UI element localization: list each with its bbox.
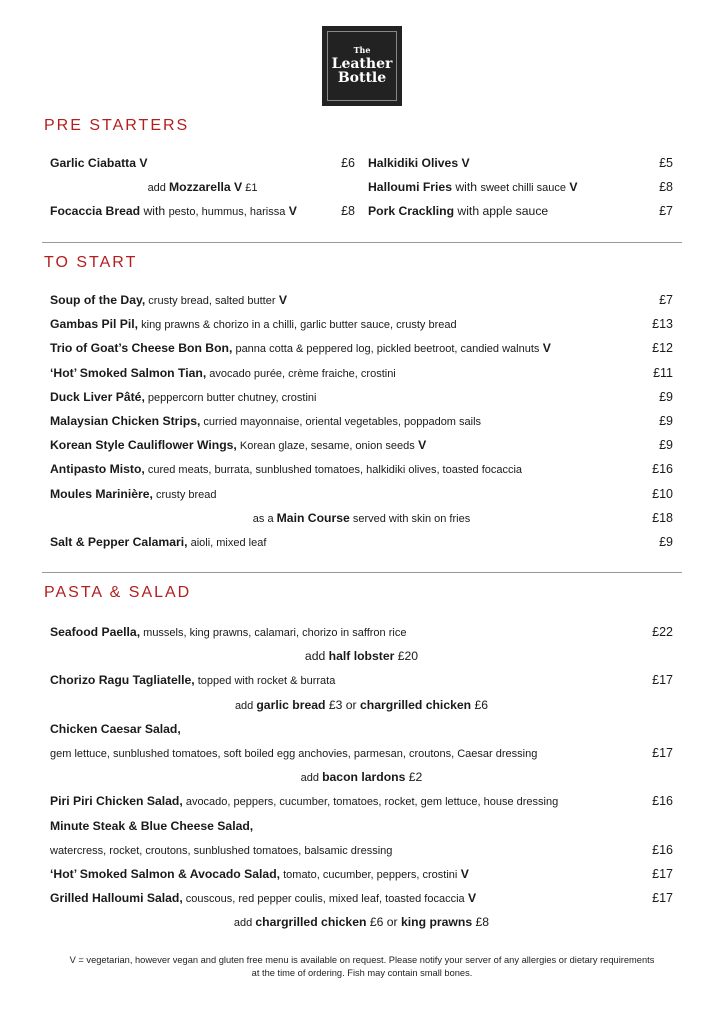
menu-item-text [50, 506, 673, 531]
menu-item-text [50, 765, 673, 790]
menu-item-name: chargrilled chicken [360, 697, 472, 712]
menu-item-name: V [414, 438, 427, 453]
menu-item-row [368, 175, 673, 199]
menu-item-description: £8 [472, 915, 490, 930]
menu-item-name: Grilled Halloumi Salad, [50, 891, 183, 906]
menu-item-name: ‘Hot’ Smoked Salmon Tian, [50, 365, 207, 380]
menu-item-name: Korean Style Cauliflower Wings, [50, 438, 237, 453]
menu-item-description: avocado, peppers, cucumber, tomatoes, rocket, gem lettuce, house dressing [182, 796, 559, 809]
menu-addon-row [50, 506, 673, 530]
menu-item-price: £5 [659, 156, 673, 170]
menu-item-row [50, 886, 673, 910]
menu-item-description: crusty bread [152, 488, 217, 501]
menu-item-name: Malaysian Chicken Strips, [50, 413, 201, 428]
menu-item-name: V [285, 204, 297, 219]
footnote-line1: V = vegetarian, however vegan and gluten free menu is available on request. Please notify your server of any allergies or dietary requirements [69, 955, 655, 965]
menu-item-text [50, 457, 673, 482]
menu-item-name: Chorizo Ragu Tagliatelle, [50, 673, 195, 688]
menu-item-price: £18 [652, 510, 673, 525]
menu-addon-row [50, 765, 673, 789]
menu-item-name: bacon lardons [322, 770, 406, 785]
menu-item-name: V [457, 866, 469, 881]
menu-item-description: served with skin on fries [349, 512, 471, 525]
menu-item-text [368, 175, 673, 200]
menu-item-description: cured meats, burrata, sunblushed tomatoes, halkidiki olives, toasted focaccia [144, 464, 523, 477]
menu-item-name: Minute Steak & Blue Cheese Salad, [50, 818, 254, 833]
menu-item-name: Halloumi Fries [368, 180, 452, 195]
menu-item-price: £17 [652, 673, 673, 688]
menu-item-price: £8 [341, 204, 355, 219]
logo-line1: Leather [331, 55, 393, 72]
menu-item-price: £9 [659, 413, 673, 428]
menu-item-price: £9 [659, 534, 673, 549]
menu-item-text [50, 361, 673, 386]
menu-item-price: £9 [659, 389, 673, 404]
menu-item-price: £17 [652, 891, 673, 906]
section-heading-pre-starters: PRE STARTERS [44, 117, 190, 134]
divider [42, 572, 682, 573]
menu-item-description: add [304, 649, 329, 664]
menu-item-description: sweet chilli sauce [480, 182, 567, 195]
menu-addon-row [50, 175, 355, 199]
menu-item-text [50, 199, 355, 224]
menu-item-row [50, 433, 673, 457]
menu-item-text [50, 409, 673, 434]
menu-item-row [50, 312, 673, 336]
menu-addon-row [50, 644, 673, 668]
to-start-list [50, 288, 673, 554]
menu-item-description: with [140, 204, 169, 219]
menu-item-description: watercress, rocket, croutons, sunblushed tomatoes, balsamic dressing [50, 844, 393, 857]
menu-addon-row [50, 693, 673, 717]
menu-item-description: £2 [405, 770, 423, 785]
menu-item-text [50, 717, 673, 741]
menu-item-text [368, 199, 673, 223]
logo-line2: Bottle [337, 70, 387, 87]
menu-item-row [50, 814, 673, 838]
menu-item-text [50, 433, 673, 458]
menu-item-price: £9 [659, 438, 673, 453]
menu-item-text [50, 693, 673, 718]
menu-item-row [50, 151, 355, 175]
menu-item-name: ‘Hot’ Smoked Salmon & Avocado Salad, [50, 866, 281, 881]
menu-item-row [50, 789, 673, 813]
menu-item-description: £6 or [366, 915, 401, 930]
menu-item-name: Salt & Pepper Calamari, [50, 534, 188, 549]
menu-item-text [50, 838, 673, 863]
menu-item-text [50, 741, 673, 766]
menu-item-row [50, 620, 673, 644]
menu-item-description: panna cotta & peppered log, pickled beetroot, candied walnuts [232, 343, 540, 356]
menu-item-price: £8 [659, 180, 673, 195]
menu-item-price: £7 [659, 204, 673, 219]
menu-item-row [50, 385, 673, 409]
pasta-salad-list [50, 620, 673, 934]
menu-item-price: £10 [652, 486, 673, 501]
menu-item-text [50, 482, 673, 507]
section-heading-pasta-salad: PASTA & SALAD [44, 584, 192, 601]
menu-item-description: as a [252, 512, 277, 525]
menu-item-name: garlic bread [256, 697, 326, 712]
menu-item-row [50, 288, 673, 312]
menu-item-price: £22 [652, 625, 673, 639]
menu-item-text [50, 175, 355, 200]
menu-item-row [50, 457, 673, 481]
menu-item-name: Chicken Caesar Salad, [50, 721, 181, 736]
menu-item-text [50, 151, 355, 175]
menu-item-name: king prawns [401, 915, 473, 930]
menu-item-name: V [539, 341, 551, 356]
menu-item-description: topped with rocket & burrata [194, 675, 336, 688]
menu-item-price: £6 [341, 156, 355, 170]
menu-item-row [50, 361, 673, 385]
section-heading-to-start: TO START [44, 254, 138, 271]
menu-item-name: Garlic Ciabatta V [50, 156, 148, 170]
menu-item-description: tomato, cucumber, peppers, crostini [280, 868, 458, 881]
menu-item-text [50, 910, 673, 935]
menu-item-description: peppercorn butter chutney, crostini [144, 391, 317, 404]
menu-item-name: Focaccia Bread [50, 204, 141, 219]
menu-item-price: £12 [652, 341, 673, 356]
footnote [30, 954, 694, 980]
menu-item-price: £11 [653, 365, 673, 380]
menu-item-name: Gambas Pil Pil, [50, 317, 139, 332]
menu-item-description: aioli, mixed leaf [187, 536, 267, 549]
footnote-line2: at the time of ordering. Fish may contain small bones. [251, 968, 473, 978]
menu-item-name: Main Course [276, 510, 350, 525]
menu-item-name: Mozzarella V [168, 180, 243, 195]
menu-item-price: £17 [652, 745, 673, 760]
menu-item-row [50, 838, 673, 862]
menu-item-text [50, 644, 673, 668]
menu-item-row [50, 717, 673, 741]
menu-item-name: Antipasto Misto, [50, 462, 145, 477]
menu-item-name: Moules Marinière, [50, 486, 153, 501]
menu-item-price: £16 [652, 842, 673, 857]
menu-item-description: with apple sauce [454, 204, 549, 219]
menu-item-text [50, 789, 673, 814]
menu-item-price: £17 [652, 866, 673, 881]
menu-item-text [50, 620, 673, 645]
menu-item-description: curried mayonnaise, oriental vegetables, poppadom sails [200, 415, 482, 428]
logo [322, 26, 402, 106]
menu-item-description: pesto, hummus, harissa [168, 206, 286, 219]
menu-item-name: Pork Crackling [368, 204, 455, 219]
menu-item-text [50, 288, 673, 313]
menu-item-text [50, 336, 673, 361]
menu-item-name: half lobster [328, 649, 395, 664]
pre-starters-right-column [368, 151, 673, 224]
menu-item-name: V [566, 180, 578, 195]
menu-item-name: V [464, 891, 477, 906]
menu-item-description: king prawns & chorizo in a chilli, garlic butter sauce, crusty bread [138, 319, 457, 332]
menu-item-row [50, 409, 673, 433]
menu-item-price: £13 [652, 317, 673, 332]
menu-item-row [50, 741, 673, 765]
menu-item-description: Korean glaze, sesame, onion seeds [236, 440, 415, 453]
menu-item-text [50, 530, 673, 555]
menu-item-text [50, 814, 673, 838]
menu-item-row [50, 336, 673, 360]
menu-item-description: add [147, 182, 169, 195]
menu-item-price: £7 [659, 293, 673, 307]
menu-item-description: add [233, 917, 256, 930]
menu-item-row [50, 530, 673, 554]
menu-item-name: Piri Piri Chicken Salad, [50, 794, 183, 809]
menu-item-row [50, 862, 673, 886]
menu-item-row [50, 668, 673, 692]
menu-item-row [50, 199, 355, 223]
menu-item-name: Halkidiki Olives V [368, 156, 470, 170]
menu-item-description: £3 or [325, 697, 361, 712]
menu-item-row [368, 151, 673, 175]
menu-item-text [368, 151, 673, 175]
menu-item-row [368, 199, 673, 223]
menu-item-name: Duck Liver Pâté, [50, 389, 145, 404]
menu-item-text [50, 862, 673, 887]
menu-item-name: Trio of Goat’s Cheese Bon Bon, [50, 341, 233, 356]
menu-item-description: crusty bread, salted butter [145, 295, 276, 307]
menu-item-text [50, 668, 673, 693]
menu-item-description: couscous, red pepper coulis, mixed leaf, toasted focaccia [182, 893, 465, 906]
logo-the: The [353, 45, 371, 56]
menu-item-name: V [275, 293, 287, 307]
menu-item-name: chargrilled chicken [255, 915, 367, 930]
menu-item-description: add [234, 699, 257, 712]
menu-item-description: with [451, 180, 481, 195]
menu-item-name: Soup of the Day, [50, 293, 146, 307]
menu-item-description: gem lettuce, sunblushed tomatoes, soft boiled egg anchovies, parmesan, croutons, Caesar dressing [50, 747, 538, 760]
menu-addon-row [50, 910, 673, 934]
menu-item-row [50, 482, 673, 506]
menu-item-description: add [300, 772, 323, 785]
menu-item-price: £16 [652, 462, 673, 477]
menu-item-name: Seafood Paella, [50, 625, 141, 639]
divider [42, 242, 682, 243]
menu-item-description: avocado purée, crème fraiche, crostini [206, 367, 396, 380]
menu-item-description: £20 [394, 649, 419, 664]
menu-item-price: £16 [652, 794, 673, 809]
pre-starters-left-column [50, 151, 355, 224]
menu-item-description: £1 [242, 182, 258, 195]
menu-item-text [50, 385, 673, 410]
menu-item-text [50, 886, 673, 911]
menu-item-description: mussels, king prawns, calamari, chorizo in saffron rice [140, 627, 407, 639]
menu-item-description: £6 [471, 697, 489, 712]
menu-item-text [50, 312, 673, 337]
